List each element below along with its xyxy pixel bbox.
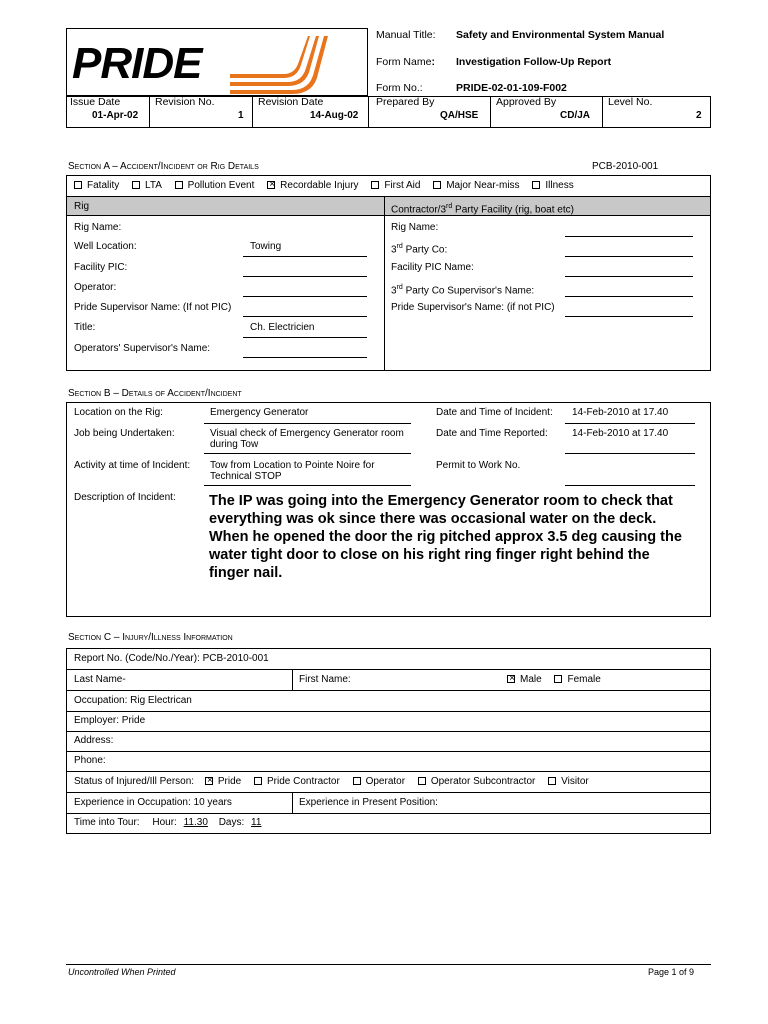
contractor-header-text: Party Facility (rig, boat etc) [452,204,574,216]
footer-page-number: Page 1 of 9 [648,967,695,977]
revision-no-label: Revision No. [155,96,215,108]
time-into-tour-label: Time into Tour: [74,817,140,828]
title-line [243,337,367,338]
footer-rule [66,964,711,965]
experience-occupation[interactable]: Experience in Occupation: 10 years [74,797,232,808]
pride-supervisor-label: Pride Supervisor Name: (If not PIC) [74,302,232,313]
contractor-header [391,201,574,216]
category-label: Major Near-miss [446,180,520,191]
checkbox-status-operator[interactable] [353,777,361,785]
datetime-incident-value[interactable]: 14-Feb-2010 at 17.40 [572,407,669,418]
third-party-co-line[interactable] [565,256,693,257]
form-no-label: Form No.: [376,82,423,94]
phone[interactable]: Phone: [74,755,106,766]
female-label: Female [567,674,601,685]
checkbox-status-operator-subcontractor[interactable] [418,777,426,785]
facility-pic-name-label: Facility PIC Name: [391,262,474,273]
checkbox-recordable-injury[interactable] [267,181,275,189]
form-name-label [376,56,435,68]
operators-supervisor-line[interactable] [243,357,367,358]
form-name-value: Investigation Follow-Up Report [456,56,612,68]
days-value[interactable]: 11 [251,817,262,828]
prepared-by-value: QA/HSE [440,110,479,121]
category-label: Recordable Injury [280,180,359,191]
revision-date-value: 14-Aug-02 [310,110,359,121]
status-option-label: Operator [365,776,406,787]
facility-pic-line[interactable] [243,276,367,277]
label-text: 3 [391,244,397,256]
checkbox-pollution-event[interactable] [175,181,183,189]
approved-by-label: Approved By [496,96,557,108]
checkbox-status-pride-contractor[interactable] [254,777,262,785]
checkbox-female[interactable] [554,675,562,683]
permit-line[interactable] [565,485,695,486]
job-label: Job being Undertaken: [74,428,175,439]
location-label: Location on the Rig: [74,407,163,418]
title-label: Title: [74,322,96,333]
level-no-value: 2 [696,110,702,121]
divider [66,731,711,732]
status-option-label: Visitor [561,776,589,787]
superscript: rd [396,284,403,291]
divider [66,690,711,691]
category-illness[interactable] [532,180,573,191]
superscript: rd [446,203,453,210]
male-label: Male [520,674,542,685]
label-text: 3 [391,285,397,297]
hour-label: Hour: [152,817,177,828]
datetime-incident-label: Date and Time of Incident: [436,407,553,418]
issue-date-value: 01-Apr-02 [92,110,139,121]
divider [368,96,369,128]
section-b-title: Section B – Details of Accident/Incident [68,388,242,399]
days-label: Days: [218,817,245,828]
status-row [74,776,589,788]
section-a-ref: PCB-2010-001 [592,161,659,172]
divider [66,792,711,793]
location-line [204,423,411,424]
approved-by-value: CD/JA [560,110,591,121]
status-label: Status of Injured/Ill Person: [74,776,195,787]
form-name-label-text: Form Name [376,56,432,68]
prepared-by-label: Prepared By [376,96,435,108]
divider [149,96,150,128]
description-value[interactable]: The IP was going into the Emergency Generator room to check that everything was ok since there was occasional water on the deck. When he opened the door the rig pitched approx 3.5 deg causing the water tight door to close on his right ring finger right behind the finger nail. [209,493,682,581]
facility-pic-name-line[interactable] [565,276,693,277]
datetime-reported-label: Date and Time Reported: [436,428,548,439]
facility-pic-label: Facility PIC: [74,262,128,273]
checkbox-first-aid[interactable] [371,181,379,189]
report-no: Report No. (Code/No./Year): PCB-2010-001 [74,653,269,664]
label-text: Party Co: [402,244,448,256]
divider [66,751,711,752]
contractor-rig-name-line[interactable] [565,236,693,237]
experience-position[interactable]: Experience in Present Position: [299,797,438,808]
occupation[interactable]: Occupation: Rig Electrican [74,695,192,706]
hour-value[interactable]: 11.30 [183,817,208,828]
category-pollution[interactable] [175,180,255,191]
label-text: Party Co Supervisor's Name: [402,285,535,297]
pride-supervisor-line[interactable] [243,316,367,317]
checkbox-status-visitor[interactable] [548,777,556,785]
category-fatality[interactable] [74,180,119,191]
third-party-co-label [391,241,447,256]
divider [384,196,385,371]
divider [66,771,711,772]
divider [66,215,711,216]
operators-supervisor-label: Operators' Supervisor's Name: [74,343,211,354]
address[interactable]: Address: [74,735,114,746]
logo-text: PRIDE [72,39,202,88]
employer[interactable]: Employer: Pride [74,715,146,726]
status-option-label: Operator Subcontractor [430,776,536,787]
status-option-label: Pride Contractor [267,776,340,787]
job-value[interactable]: Visual check of Emergency Generator room during Tow [210,428,404,450]
category-label: First Aid [384,180,421,191]
form-name-colon: : [431,56,435,68]
rig-name-label: Rig Name: [74,222,122,233]
category-label: Fatality [87,180,120,191]
activity-line [204,485,411,486]
superscript: rd [396,243,403,250]
level-no-label: Level No. [608,96,653,108]
form-no-value: PRIDE-02-01-109-F002 [456,82,567,94]
revision-no-value: 1 [238,110,244,121]
category-major-near-miss[interactable] [433,180,519,191]
divider [490,96,491,128]
job-line [204,453,411,454]
divider [66,669,711,670]
datetime-reported-value[interactable]: 14-Feb-2010 at 17.40 [572,428,669,439]
category-label: LTA [145,180,162,191]
well-location-label: Well Location: [74,241,137,252]
datetime-reported-line [565,453,695,454]
rig-header-bar [67,197,710,215]
pride-logo [70,32,362,94]
category-first-aid[interactable] [371,180,420,191]
operator-line[interactable] [243,296,367,297]
location-value[interactable]: Emergency Generator [210,407,309,418]
checkbox-fatality[interactable] [74,181,82,189]
issue-date-label: Issue Date [70,96,121,108]
footer-left: Uncontrolled When Printed [68,967,176,977]
category-lta[interactable] [132,180,162,191]
logo-swoosh-icon [230,32,330,94]
section-a-title: Section A – Accident/Incident or Rig Details [68,161,259,172]
status-option-label: Pride [217,776,242,787]
manual-title-value: Safety and Environmental System Manual [456,29,665,41]
divider [602,96,603,128]
checkbox-major-near-miss[interactable] [433,181,441,189]
third-party-supervisor-line[interactable] [565,296,693,297]
revision-date-label: Revision Date [258,96,324,108]
category-label: Illness [545,180,574,191]
time-into-tour-row [74,817,261,829]
third-party-supervisor-label [391,282,534,297]
last-name-label[interactable]: Last Name- [74,674,126,685]
divider [66,813,711,814]
incident-category-row [74,180,574,192]
divider [252,96,253,128]
permit-label: Permit to Work No. [436,460,521,471]
contractor-rig-name-label: Rig Name: [391,222,439,233]
pride-supervisor-contractor-line[interactable] [565,316,693,317]
rig-header: Rig [74,201,90,212]
operator-label: Operator: [74,282,117,293]
well-location-value[interactable]: Towing [250,241,282,252]
pride-supervisor-contractor-label: Pride Supervisor's Name: (if not PIC) [391,302,555,313]
gender-group [507,674,601,686]
title-value[interactable]: Ch. Electricien [250,322,315,333]
manual-title-label: Manual Title: [376,29,436,41]
contractor-header-text: Contractor/3 [391,204,447,216]
divider [292,669,293,690]
divider [292,792,293,813]
first-name-label[interactable]: First Name: [299,674,351,685]
activity-label: Activity at time of Incident: [74,460,191,471]
category-recordable[interactable] [267,180,358,191]
well-location-line [243,256,367,257]
divider [66,711,711,712]
section-c-title: Section C – Injury/Illness Information [68,632,233,643]
description-label: Description of Incident: [74,492,176,503]
checkbox-illness[interactable] [532,181,540,189]
checkbox-status-pride[interactable] [205,777,213,785]
datetime-incident-line [565,423,695,424]
category-label: Pollution Event [187,180,255,191]
activity-value[interactable]: Tow from Location to Pointe Noire for Technical STOP [210,460,375,482]
checkbox-male[interactable] [507,675,515,683]
checkbox-lta[interactable] [132,181,140,189]
